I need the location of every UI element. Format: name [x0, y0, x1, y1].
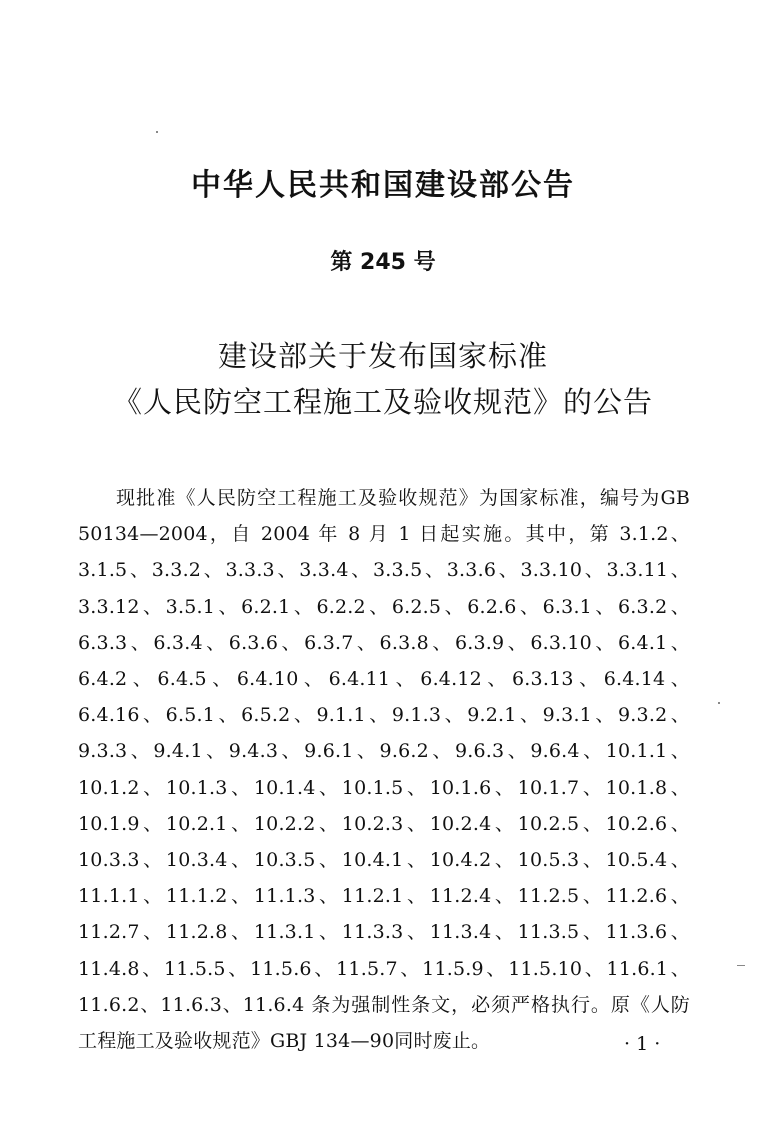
- subtitle-line-2: 《人民防空工程施工及验收规范》的公告: [112, 385, 653, 419]
- scan-speck: [156, 131, 158, 133]
- subtitle-line-1: 建设部关于发布国家标准: [217, 339, 548, 373]
- scan-speck: [718, 702, 720, 704]
- announcement-body: 现批准《人民防空工程施工及验收规范》为国家标准，编号为GB 50134—2004，自 2004 年 8 月 1 日起实施。其中，第 3.1.2、3.1.5、3.3.2、3.3.3、3.3.4、3.3.5、3.3.6、3.3.10、3.3.11、3.3.12、3.5.1、6.2.1、6.2.2、6.2.5、6.2.6、6.3.1、6.3.2、6.3.3、6.3.4、6.3.6、6.3.7、6.3.8、6.3.9、6.3.10、6.4.1、6.4.2、6.4.5、6.4.10、6.4.11、6.4.12、6.3.13、6.4.14、6.4.16、6.5.1、6.5.2、9.1.1、9.1.3、9.2.1、9.3.1、9.3.2、9.3.3、9.4.1、9.4.3、9.6.1、9.6.2、9.6.3、9.6.4、10.1.1、10.1.2、10.1.3、10.1.4、10.1.5、10.1.6、10.1.7、10.1.8、10.1.9、10.2.1、10.2.2、10.2.3、10.2.4、10.2.5、10.2.6、10.3.3、10.3.4、10.3.5、10.4.1、10.4.2、10.5.3、10.5.4、11.1.1、11.1.2、11.1.3、11.2.1、11.2.4、11.2.5、11.2.6、11.2.7、11.2.8、11.3.1、11.3.3、11.3.4、11.3.5、11.3.6、11.4.8、11.5.5、11.5.6、11.5.7、11.5.9、11.5.10、11.6.1、11.6.2、11.6.3、11.6.4 条为强制性条文，必须严格执行。原《人防工程施工及验收规范》GBJ 134—90同时废止。: [78, 487, 690, 1053]
- announcement-number: 第 245 号: [330, 250, 436, 275]
- page-number: · 1 ·: [624, 1033, 661, 1055]
- announcement-title: 中华人民共和国建设部公告: [191, 168, 575, 203]
- scan-speck: [737, 965, 745, 966]
